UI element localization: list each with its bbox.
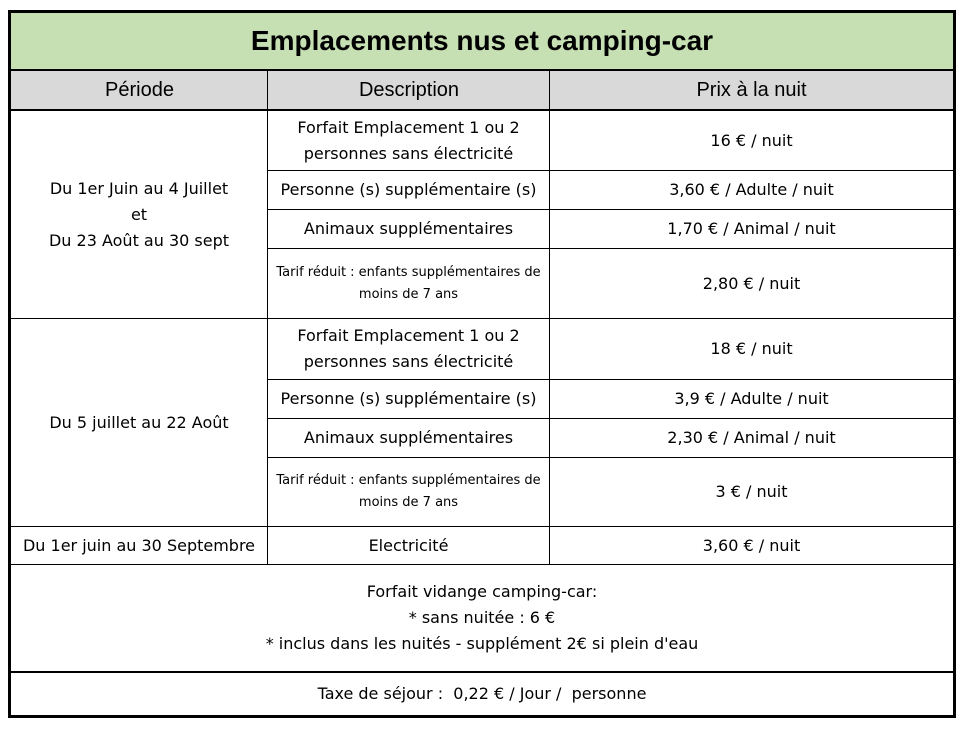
price-cell: 3 € / nuit — [715, 482, 788, 501]
description-cell: Animaux supplémentaires — [303, 428, 514, 447]
description-line: Tarif réduit : enfants supplémentaires de — [276, 264, 541, 280]
electricity-period: Du 1er juin au 30 Septembre — [22, 535, 256, 555]
period-line: et — [130, 204, 148, 224]
electricity-description: Electricité — [368, 535, 449, 555]
description-line: Forfait Emplacement 1 ou 2 — [297, 326, 520, 345]
price-cell: 3,9 € / Adulte / nuit — [674, 389, 829, 408]
description-cell — [268, 319, 549, 379]
vidange-line: * inclus dans les nuités - supplément 2€ si plein d'eau — [265, 634, 699, 653]
period-2-label: Du 5 juillet au 22 Août — [49, 412, 229, 432]
price-cell: 18 € / nuit — [710, 339, 793, 358]
price-table — [8, 10, 956, 718]
vidange-line: Forfait vidange camping-car: — [366, 582, 598, 601]
vidange-line: * sans nuitée : 6 € — [408, 608, 556, 627]
description-line: Tarif réduit : enfants supplémentaires de — [276, 473, 541, 488]
header-periode: Période — [11, 71, 268, 111]
electricity-price: 3,60 € / nuit — [702, 535, 801, 555]
description-cell — [268, 111, 549, 170]
description-line: moins de 7 ans — [358, 286, 459, 302]
header-prix: Prix à la nuit — [550, 71, 953, 111]
description-line: personnes sans électricité — [303, 143, 514, 163]
description-cell: Personne (s) supplémentaire (s) — [280, 180, 537, 199]
price-cell: 3,60 € / Adulte / nuit — [669, 180, 834, 199]
period-1-label — [11, 111, 267, 318]
price-cell: 16 € / nuit — [710, 130, 793, 150]
description-line: personnes sans électricité — [303, 352, 514, 371]
description-cell: Personne (s) supplémentaire (s) — [280, 389, 537, 408]
price-cell: 1,70 € / Animal / nuit — [667, 219, 836, 238]
description-cell — [268, 458, 549, 526]
header-description: Description — [268, 71, 550, 111]
description-line: moins de 7 ans — [358, 495, 459, 510]
price-cell: 2,30 € / Animal / nuit — [667, 428, 836, 447]
description-cell — [268, 249, 549, 318]
vidange-info — [11, 565, 953, 671]
description-line: Forfait Emplacement 1 ou 2 — [297, 117, 520, 137]
period-line: Du 1er Juin au 4 Juillet — [49, 178, 229, 198]
table-title: Emplacements nus et camping-car — [11, 13, 953, 71]
description-cell: Animaux supplémentaires — [303, 219, 514, 238]
taxe-sejour: Taxe de séjour : 0,22 € / Jour / personne — [317, 684, 647, 703]
period-line: Du 23 Août au 30 sept — [48, 230, 230, 250]
price-cell: 2,80 € / nuit — [702, 273, 801, 293]
